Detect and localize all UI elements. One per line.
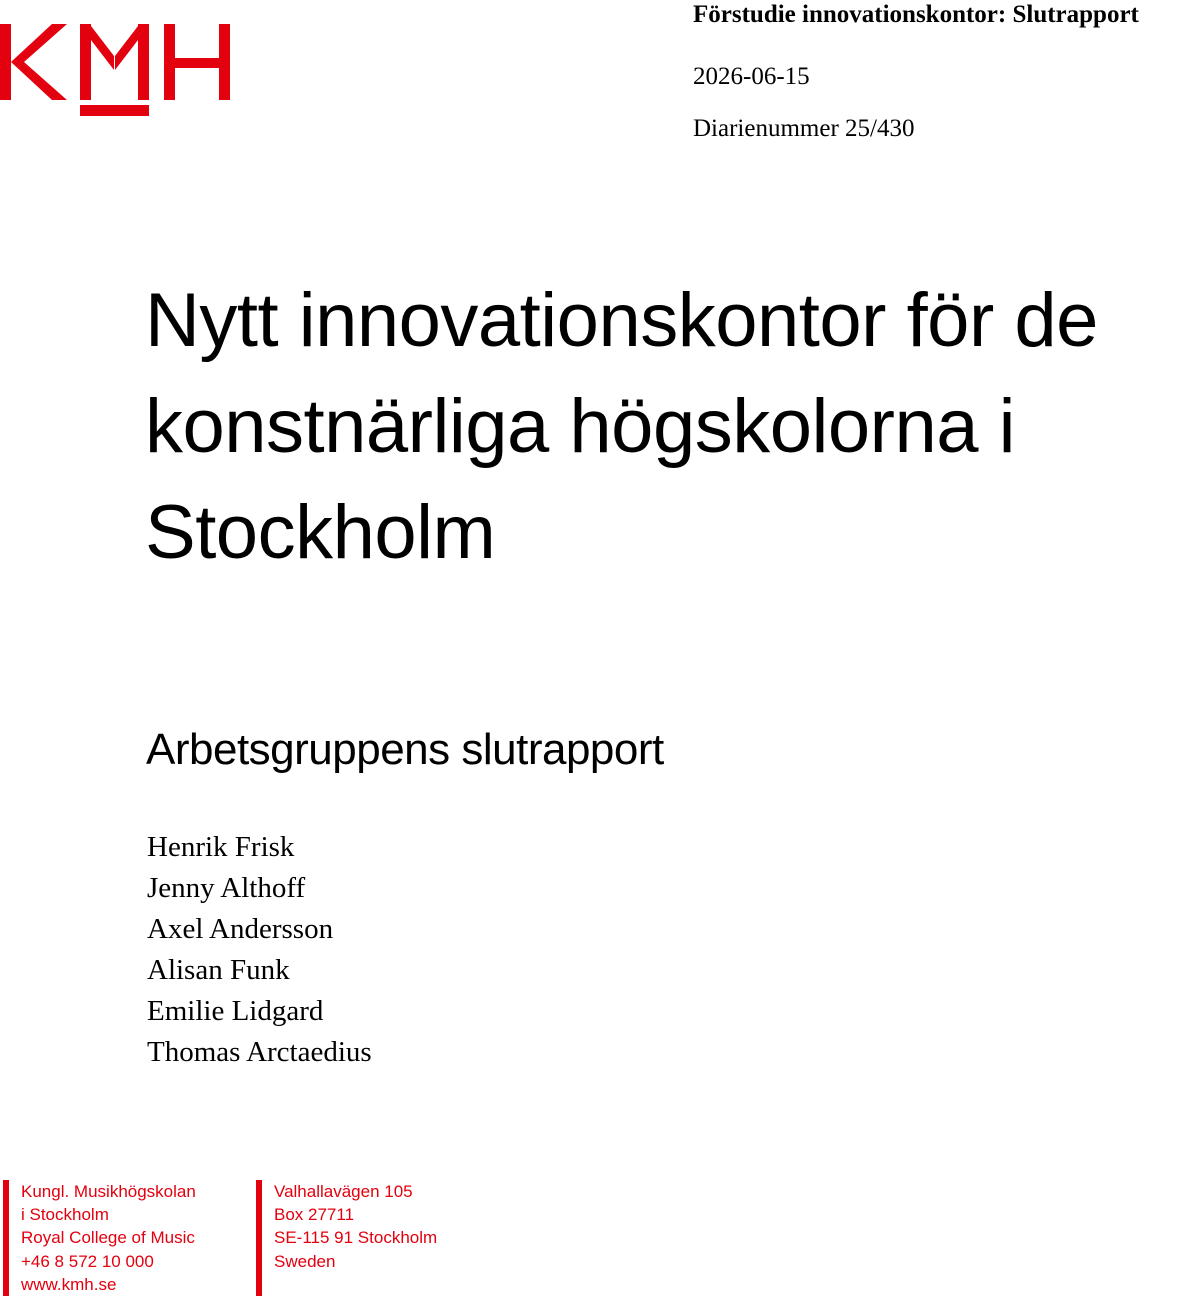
footer-postal: SE-115 91 Stockholm	[274, 1228, 438, 1248]
footer-street: Valhallavägen 105	[274, 1182, 413, 1201]
author-list	[147, 827, 372, 1073]
footer-country: Sweden	[274, 1251, 336, 1271]
footer-org-english-name: Royal College of Music	[21, 1228, 195, 1248]
author-name: Thomas Arctaedius	[147, 1036, 372, 1068]
author-name: Emilie Lidgard	[147, 995, 324, 1027]
document-heading: Förstudie innovationskontor: Slutrapport	[693, 1, 1139, 28]
footer-organization	[3, 1180, 196, 1296]
page-title: Nytt innovationskontor för de konstnärliga högskolorna i Stockholm	[145, 278, 1098, 575]
author-name: Alisan Funk	[147, 954, 290, 986]
footer-org-city: i Stockholm	[21, 1205, 109, 1225]
footer-org-name: Kungl. Musikhögskolan	[21, 1182, 196, 1201]
page-subtitle: Arbetsgruppens slutrapport	[146, 725, 664, 774]
diary-number: Diarienummer 25/430	[693, 115, 915, 142]
author-name: Henrik Frisk	[147, 831, 295, 863]
footer-address	[256, 1180, 437, 1296]
document-date: 2026-06-15	[693, 63, 810, 90]
header-meta	[693, 0, 1200, 144]
footer-box: Box 27711	[274, 1205, 355, 1225]
author-name: Jenny Althoff	[147, 872, 306, 904]
author-name: Axel Andersson	[147, 913, 334, 945]
footer-website: www.kmh.se	[21, 1274, 117, 1294]
footer-phone: +46 8 572 10 000	[21, 1251, 154, 1271]
kmh-logo	[0, 24, 232, 118]
